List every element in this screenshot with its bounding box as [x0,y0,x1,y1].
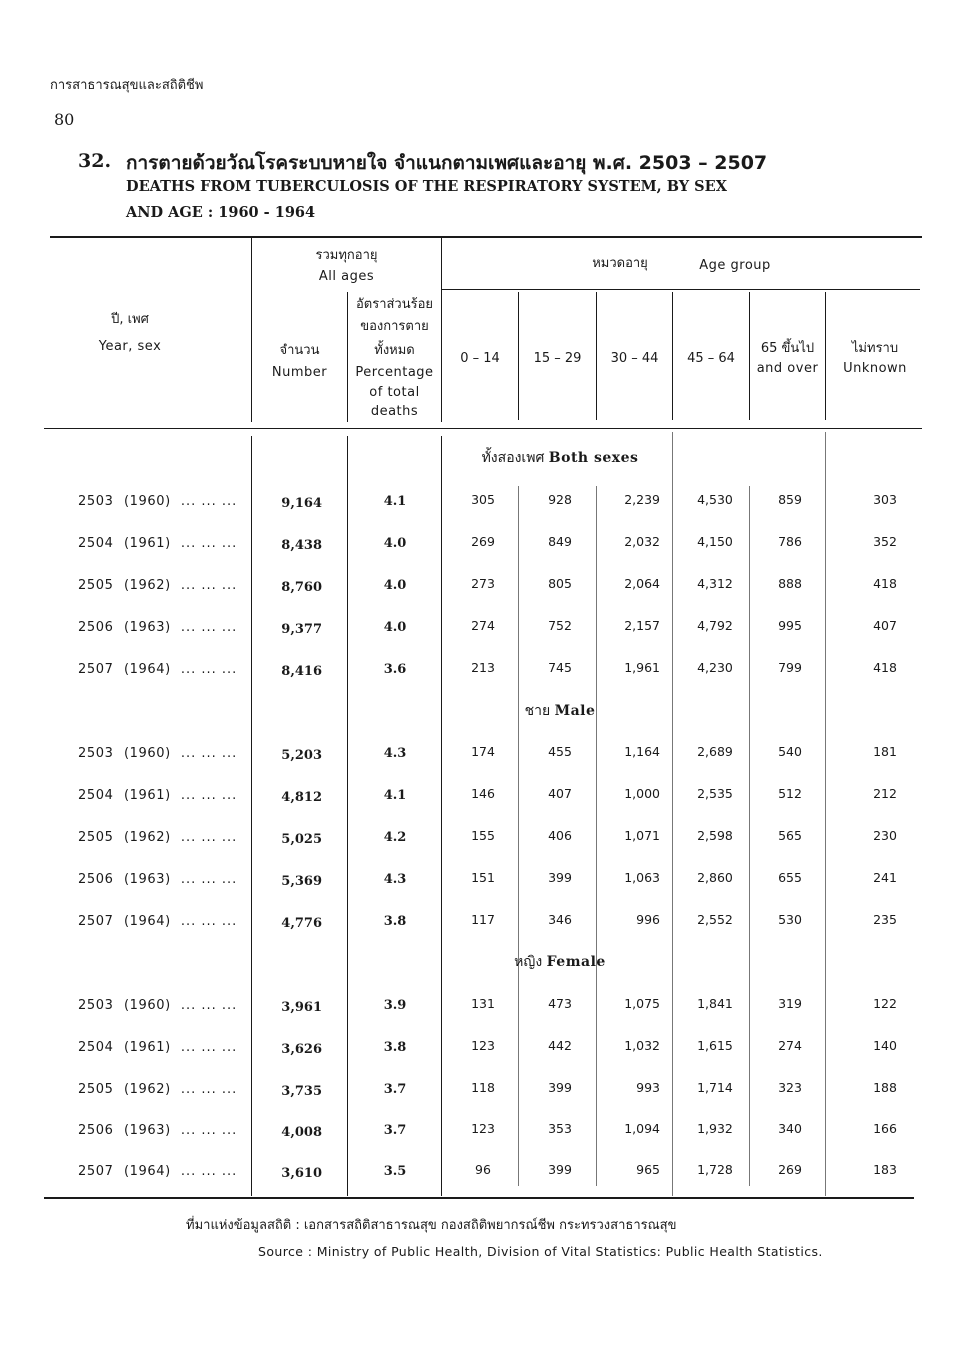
cell-a0-14: 305 [471,492,495,507]
column-divider [825,292,826,420]
row-leader-dots: ... ... ... [180,620,238,635]
cell-a45-64: 1,615 [697,1038,733,1053]
header-age-15-29: 15 – 29 [533,351,582,366]
header-age-65-thai: 65 ขึ้นไป [760,341,815,356]
row-year-ad: (1964) [124,1164,171,1179]
cell-a0-14: 151 [471,870,495,885]
section-heading-english: Male [554,703,596,719]
row-label [78,1123,237,1138]
row-year-be: 2505 [78,1082,114,1097]
cell-a30-44: 1,075 [624,996,660,1011]
row-year-ad: (1960) [124,494,171,509]
header-age-65-english: and over [756,361,819,376]
row-year-ad: (1960) [124,746,171,761]
header-age-45-64: 45 – 64 [687,351,735,366]
header-unknown-english: Unknown [843,361,907,376]
section-heading-thai: ทั้งสองเพศ [481,450,545,466]
cell-a65: 274 [778,1038,802,1053]
row-year-ad: (1964) [124,662,171,677]
table-title-thai: การตายด้วยวัณโรคระบบหายใจ จำแนกตามเพศและอายุ พ.ศ. 2503 – 2507 [126,152,768,174]
header-age-group-thai: หมวดอายุ [592,256,648,271]
cell-a45-64: 2,689 [697,744,733,759]
cell-unknown: 181 [873,744,897,759]
cell-number: 3,735 [281,1084,322,1099]
row-label [78,914,237,929]
cell-unknown: 212 [873,786,897,801]
cell-a65: 340 [778,1121,802,1136]
cell-a15-29: 399 [548,1162,572,1177]
column-divider [347,436,348,1196]
age-group-rule [442,289,920,290]
section-heading-english: Female [546,954,606,970]
cell-a45-64: 1,714 [697,1080,733,1095]
cell-a30-44: 2,157 [624,618,660,633]
section-heading-thai: ชาย [524,703,551,719]
cell-a45-64: 1,841 [697,996,733,1011]
header-pct-english-2: of total [369,385,420,400]
cell-percentage: 3.5 [383,1164,407,1179]
table-number: 32. [78,150,112,172]
cell-percentage: 4.3 [383,872,407,887]
cell-number: 3,626 [281,1042,322,1057]
cell-a0-14: 146 [471,786,495,801]
header-unknown-thai: ไม่ทราบ [851,341,899,356]
header-age-group-english: Age group [699,258,771,273]
cell-a45-64: 2,860 [697,870,733,885]
row-leader-dots: ... ... ... [180,788,238,803]
cell-unknown: 418 [873,660,897,675]
header-pct-thai-2: ของการตาย [360,319,429,334]
header-pct-thai-3: ทั้งหมด [374,343,415,358]
cell-a15-29: 473 [548,996,572,1011]
cell-percentage: 3.7 [383,1082,407,1097]
cell-a15-29: 745 [548,660,572,675]
header-age-0-14: 0 – 14 [460,351,500,366]
cell-percentage: 3.8 [383,914,407,929]
cell-a45-64: 4,792 [697,618,733,633]
table-bottom-rule [44,1197,914,1199]
cell-a15-29: 399 [548,870,572,885]
row-year-be: 2504 [78,788,114,803]
row-leader-dots: ... ... ... [180,536,238,551]
cell-number: 8,438 [281,538,322,553]
row-year-be: 2505 [78,578,114,593]
cell-unknown: 122 [873,996,897,1011]
cell-a30-44: 2,064 [624,576,660,591]
cell-a65: 269 [778,1162,802,1177]
cell-a15-29: 442 [548,1038,572,1053]
row-year-ad: (1961) [124,1040,171,1055]
page-number: 80 [54,110,75,129]
cell-a30-44: 2,032 [624,534,660,549]
cell-percentage: 3.6 [383,662,407,677]
cell-a15-29: 752 [548,618,572,633]
row-label [78,536,237,551]
cell-percentage: 4.0 [383,536,407,551]
cell-a65: 530 [778,912,802,927]
cell-number: 3,961 [281,1000,322,1015]
row-year-be: 2507 [78,662,114,677]
row-leader-dots: ... ... ... [180,872,238,887]
row-leader-dots: ... ... ... [180,1164,238,1179]
cell-a30-44: 1,071 [624,828,660,843]
row-year-be: 2504 [78,1040,114,1055]
cell-a65: 512 [778,786,802,801]
row-leader-dots: ... ... ... [180,830,238,845]
column-divider [672,432,673,1196]
cell-a30-44: 1,164 [624,744,660,759]
cell-number: 9,377 [281,622,322,637]
cell-a45-64: 2,552 [697,912,733,927]
cell-a0-14: 118 [471,1080,495,1095]
cell-a0-14: 274 [471,618,495,633]
cell-a15-29: 399 [548,1080,572,1095]
cell-a45-64: 2,598 [697,828,733,843]
cell-number: 3,610 [281,1166,322,1181]
row-leader-dots: ... ... ... [180,1123,238,1138]
cell-a0-14: 123 [471,1038,495,1053]
cell-a30-44: 1,000 [624,786,660,801]
cell-a15-29: 455 [548,744,572,759]
row-label [78,872,237,887]
row-label [78,788,237,803]
row-label [78,620,237,635]
row-year-be: 2503 [78,494,114,509]
header-bottom-rule [44,428,922,429]
cell-a30-44: 965 [636,1162,660,1177]
cell-a30-44: 996 [636,912,660,927]
cell-unknown: 140 [873,1038,897,1053]
cell-unknown: 352 [873,534,897,549]
cell-a0-14: 155 [471,828,495,843]
cell-unknown: 188 [873,1080,897,1095]
section-heading-english: Both sexes [548,450,639,466]
cell-a65: 859 [778,492,802,507]
section-heading [440,951,680,973]
cell-a15-29: 346 [548,912,572,927]
cell-unknown: 407 [873,618,897,633]
header-pct-thai-1: อัตราส่วนร้อย [355,297,434,312]
cell-a30-44: 1,032 [624,1038,660,1053]
row-year-ad: (1961) [124,788,171,803]
row-leader-dots: ... ... ... [180,998,238,1013]
cell-percentage: 4.0 [383,578,407,593]
cell-a65: 655 [778,870,802,885]
cell-percentage: 3.7 [383,1123,407,1138]
cell-number: 5,369 [281,874,322,889]
cell-unknown: 303 [873,492,897,507]
cell-a15-29: 353 [548,1121,572,1136]
header-pct-english-1: Percentage [355,365,434,380]
header-all-ages-english: All ages [318,269,375,284]
cell-a30-44: 993 [636,1080,660,1095]
cell-number: 9,164 [281,496,322,511]
row-label [78,1040,237,1055]
cell-number: 5,025 [281,832,322,847]
table-title-english-line1: DEATHS FROM TUBERCULOSIS OF THE RESPIRATORY SYSTEM, BY SEX [126,178,727,195]
row-year-be: 2504 [78,536,114,551]
cell-a30-44: 1,063 [624,870,660,885]
cell-a0-14: 123 [471,1121,495,1136]
row-label [78,662,237,677]
row-leader-dots: ... ... ... [180,494,238,509]
cell-a0-14: 131 [471,996,495,1011]
row-leader-dots: ... ... ... [180,914,238,929]
source-english: Source : Ministry of Public Health, Division of Vital Statistics: Public Health Statistics. [258,1244,823,1259]
cell-unknown: 241 [873,870,897,885]
cell-a65: 995 [778,618,802,633]
row-leader-dots: ... ... ... [180,746,238,761]
row-leader-dots: ... ... ... [180,578,238,593]
cell-a45-64: 1,728 [697,1162,733,1177]
cell-percentage: 3.9 [383,998,407,1013]
cell-a45-64: 4,150 [697,534,733,549]
cell-a15-29: 928 [548,492,572,507]
cell-a0-14: 96 [475,1162,491,1177]
cell-a30-44: 1,094 [624,1121,660,1136]
cell-a15-29: 849 [548,534,572,549]
cell-a15-29: 406 [548,828,572,843]
cell-number: 5,203 [281,748,322,763]
header-year-sex-english: Year, sex [98,339,162,354]
cell-percentage: 4.0 [383,620,407,635]
cell-a0-14: 117 [471,912,495,927]
cell-unknown: 183 [873,1162,897,1177]
row-year-be: 2506 [78,1123,114,1138]
row-label [78,746,237,761]
row-label [78,830,237,845]
cell-a65: 888 [778,576,802,591]
header-year-sex-thai: ปี, เพศ [111,312,149,327]
cell-percentage: 3.8 [383,1040,407,1055]
row-year-be: 2507 [78,1164,114,1179]
row-year-ad: (1964) [124,914,171,929]
section-heading [440,700,680,722]
cell-percentage: 4.1 [383,494,407,509]
column-divider [251,436,252,1196]
row-label [78,494,237,509]
cell-unknown: 235 [873,912,897,927]
column-divider [441,238,442,422]
row-year-be: 2505 [78,830,114,845]
row-leader-dots: ... ... ... [180,1082,238,1097]
row-year-ad: (1963) [124,1123,171,1138]
source-thai: ที่มาแห่งข้อมูลสถิติ : เอกสารสถิติสาธารณสุข กองสถิติพยากรณ์ชีพ กระทรวงสาธารณสุข [186,1218,677,1233]
cell-a65: 540 [778,744,802,759]
row-leader-dots: ... ... ... [180,662,238,677]
row-year-be: 2506 [78,872,114,887]
cell-percentage: 4.2 [383,830,407,845]
row-year-ad: (1963) [124,620,171,635]
cell-a30-44: 2,239 [624,492,660,507]
cell-unknown: 418 [873,576,897,591]
cell-a65: 565 [778,828,802,843]
cell-a65: 799 [778,660,802,675]
cell-a0-14: 273 [471,576,495,591]
cell-number: 8,760 [281,580,322,595]
row-label [78,1164,237,1179]
cell-unknown: 230 [873,828,897,843]
row-year-be: 2507 [78,914,114,929]
cell-number: 4,008 [281,1125,322,1140]
cell-number: 4,812 [281,790,322,805]
section-heading-thai: หญิง [514,954,543,970]
cell-unknown: 166 [873,1121,897,1136]
row-label [78,578,237,593]
cell-number: 4,776 [281,916,322,931]
row-label [78,1082,237,1097]
cell-a65: 323 [778,1080,802,1095]
cell-a45-64: 2,535 [697,786,733,801]
cell-a45-64: 4,312 [697,576,733,591]
cell-number: 8,416 [281,664,322,679]
cell-a15-29: 805 [548,576,572,591]
row-year-be: 2506 [78,620,114,635]
cell-a45-64: 4,530 [697,492,733,507]
cell-a30-44: 1,961 [624,660,660,675]
cell-a65: 319 [778,996,802,1011]
cell-percentage: 4.3 [383,746,407,761]
row-year-be: 2503 [78,998,114,1013]
cell-a45-64: 4,230 [697,660,733,675]
row-year-ad: (1962) [124,578,171,593]
row-leader-dots: ... ... ... [180,1040,238,1055]
header-number-english: Number [271,365,328,380]
cell-a45-64: 1,932 [697,1121,733,1136]
running-head: การสาธารณสุขและสถิติชีพ [50,78,204,93]
cell-a15-29: 407 [548,786,572,801]
header-age-30-44: 30 – 44 [610,351,659,366]
row-year-ad: (1962) [124,1082,171,1097]
row-year-ad: (1963) [124,872,171,887]
header-number-thai: จำนวน [279,343,320,358]
cell-a0-14: 213 [471,660,495,675]
cell-percentage: 4.1 [383,788,407,803]
cell-a0-14: 174 [471,744,495,759]
cell-a0-14: 269 [471,534,495,549]
column-divider [441,436,442,1196]
row-year-ad: (1962) [124,830,171,845]
row-label [78,998,237,1013]
row-year-ad: (1960) [124,998,171,1013]
column-divider [251,238,252,422]
cell-a65: 786 [778,534,802,549]
section-heading [440,447,680,469]
table-title-english-line2: AND AGE : 1960 - 1964 [126,204,316,221]
header-pct-english-3: deaths [370,404,419,419]
table-top-rule [50,236,922,238]
row-year-ad: (1961) [124,536,171,551]
header-all-ages-thai: รวมทุกอายุ [315,248,378,263]
row-year-be: 2503 [78,746,114,761]
